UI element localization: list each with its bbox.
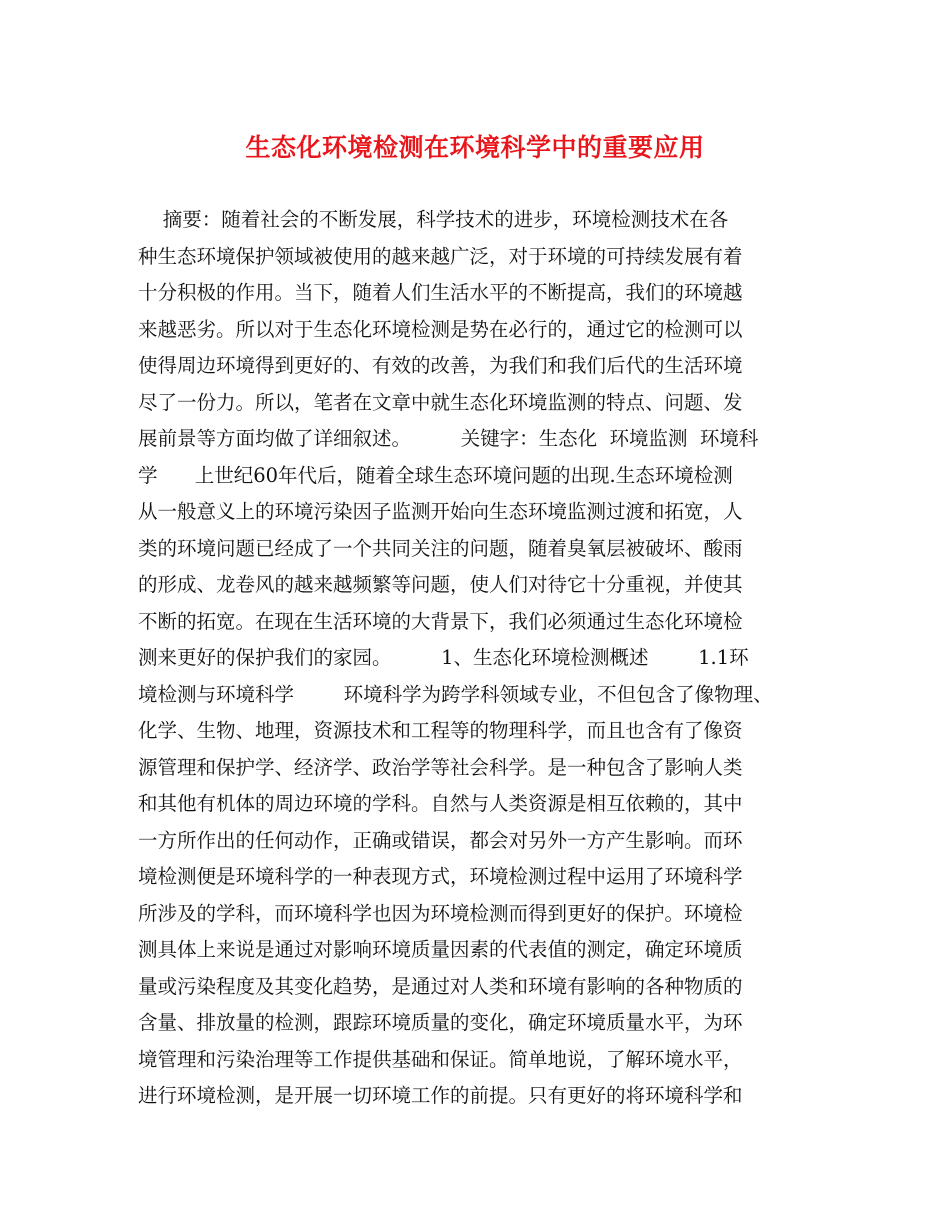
body-line: 测来更好的保护我们的家园。 1、生态化环境检测概述 1.1环 — [138, 646, 749, 669]
body-line: 境检测便是环境科学的一种表现方式，环境检测过程中运用了环境科学 — [138, 865, 743, 888]
body-line: 境管理和污染治理等工作提供基础和保证。简单地说，了解环境水平， — [138, 1047, 743, 1071]
body-line: 使得周边环境得到更好的、有效的改善，为我们和我们后代的生活环境 — [138, 354, 743, 377]
body-line: 境检测与环境科学 环境科学为跨学科领域专业，不但包含了像物理、 — [138, 682, 773, 706]
body-line: 尽了一份力。所以，笔者在文章中就生态化环境监测的特点、问题、发 — [138, 390, 743, 414]
body-line: 摘要：随着社会的不断发展，科学技术的进步，环境检测技术在各 — [138, 208, 729, 231]
body-line: 从一般意义上的环境污染因子监测开始向生态环境监测过渡和拓宽，人 — [138, 500, 743, 523]
document-title: 生态化环境检测在环境科学中的重要应用 — [245, 133, 705, 162]
body-line: 所涉及的学科，而环境科学也因为环境检测而得到更好的保护。环境检 — [138, 901, 743, 925]
body-line: 化学、生物、地理，资源技术和工程等的物理科学，而且也含有了像资 — [138, 719, 743, 742]
document-body — [138, 202, 858, 1115]
body-line: 十分积极的作用。当下，随着人们生活水平的不断提高，我们的环境越 — [138, 281, 743, 304]
body-line: 测具体上来说是通过对影响环境质量因素的代表值的测定，确定环境质 — [138, 938, 743, 961]
body-line: 种生态环境保护领域被使用的越来越广泛，对于环境的可持续发展有着 — [138, 244, 743, 268]
body-line: 类的环境问题已经成了一个共同关注的问题，随着臭氧层被破坏、酸雨 — [138, 536, 743, 560]
body-line: 展前景等方面均做了详细叙述。 关键字：生态化 环境监测 环境科 — [138, 427, 759, 450]
body-line: 不断的拓宽。在现在生活环境的大背景下，我们必须通过生态化环境检 — [138, 609, 743, 633]
body-line: 来越恶劣。所以对于生态化环境检测是势在必行的，通过它的检测可以 — [138, 317, 743, 341]
body-line: 学 上世纪60年代后，随着全球生态环境问题的出现.生态环境检测 — [138, 463, 733, 487]
body-line: 的形成、龙卷风的越来越频繁等问题，使人们对待它十分重视，并使其 — [138, 573, 743, 596]
body-line: 量或污染程度及其变化趋势，是通过对人类和环境有影响的各种物质的 — [138, 974, 743, 998]
body-line: 含量、排放量的检测，跟踪环境质量的变化，确定环境质量水平，为环 — [138, 1011, 743, 1034]
body-line: 一方所作出的任何动作，正确或错误，都会对另外一方产生影响。而环 — [138, 828, 743, 852]
body-line: 源管理和保护学、经济学、政治学等社会科学。是一种包含了影响人类 — [138, 755, 743, 779]
body-line: 进行环境检测，是开展一切环境工作的前提。只有更好的将环境科学和 — [138, 1084, 743, 1107]
body-line: 和其他有机体的周边环境的学科。自然与人类资源是相互依赖的，其中 — [138, 792, 743, 815]
